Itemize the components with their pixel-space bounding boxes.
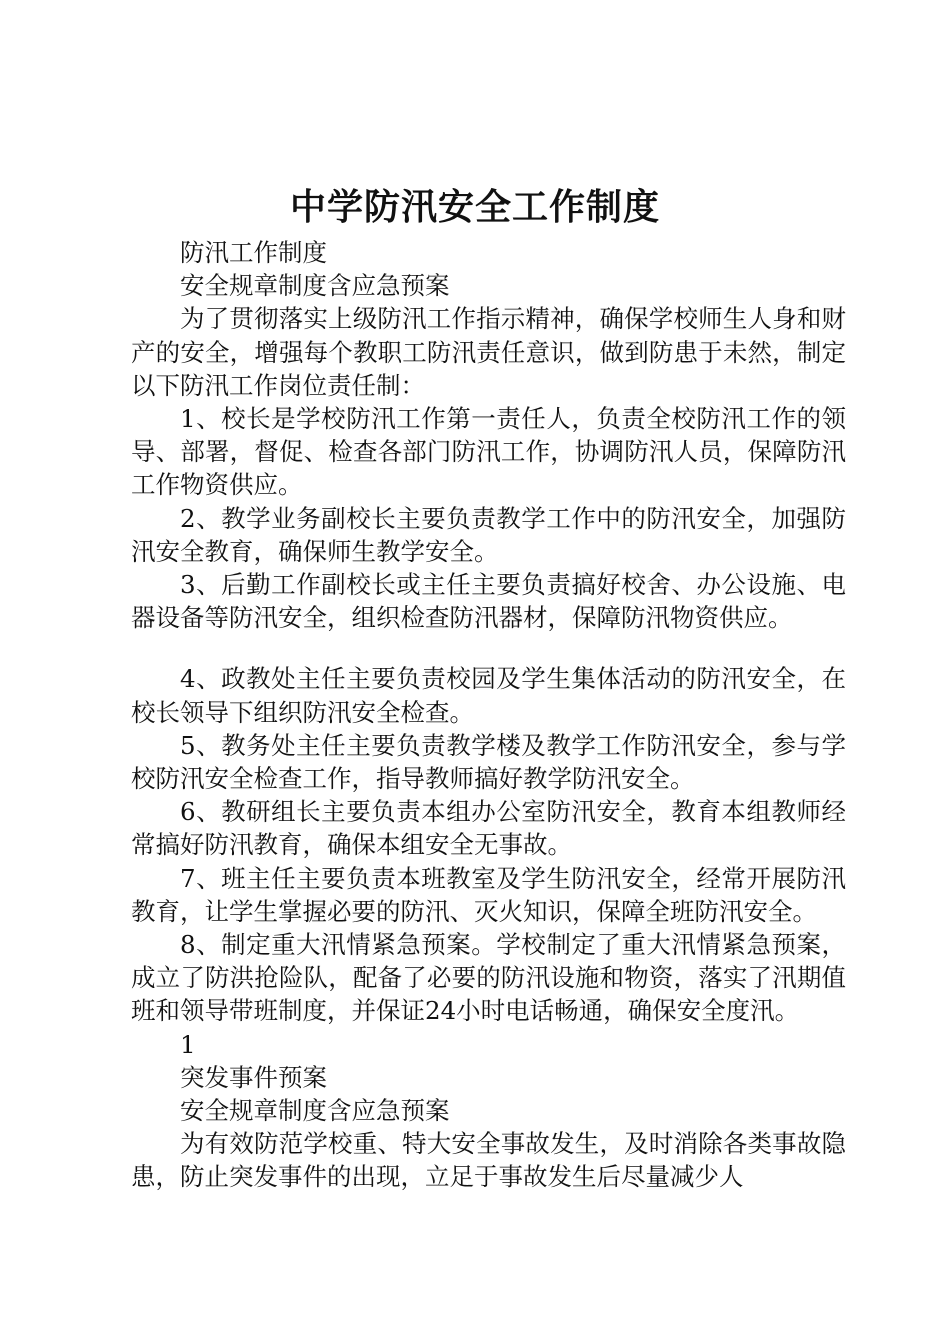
- paragraph-item-2: 2、教学业务副校长主要负责教学工作中的防汛安全，加强防汛安全教育，确保师生教学安全。: [131, 503, 846, 566]
- document-body: [131, 236, 846, 1194]
- paragraph-intro: 为了贯彻落实上级防汛工作指示精神，确保学校师生人身和财产的安全，增强每个教职工防汛责任意识，做到防患于未然，制定以下防汛工作岗位责任制：: [131, 304, 846, 400]
- paragraph-flood-system: 防汛工作制度: [180, 238, 327, 267]
- paragraph-item-4: 4、政教处主任主要负责校园及学生集体活动的防汛安全，在校长领导下组织防汛安全检查。: [131, 664, 846, 727]
- paragraph-item-7: 7、班主任主要负责本班教室及学生防汛安全，经常开展防汛教育，让学生掌握必要的防汛、灭火知识，保障全班防汛安全。: [131, 863, 846, 926]
- paragraph-item-8: 8、制定重大汛情紧急预案。学校制定了重大汛情紧急预案，成立了防洪抢险队，配备了必要的防汛设施和物资，落实了汛期值班和领导带班制度，并保证24小时电话畅通，确保安全度汛。: [131, 930, 846, 1026]
- paragraph-safety-rules: 安全规章制度含应急预案: [180, 271, 450, 301]
- paragraph-emergency-plan: 突发事件预案: [180, 1062, 327, 1092]
- paragraph-emergency-intro: 为有效防范学校重、特大安全事故发生，及时消除各类事故隐患，防止突发事件的出现，立足于事故发生后尽量减少人: [131, 1129, 846, 1192]
- paragraph-item-3: 3、后勤工作副校长或主任主要负责搞好校舍、办公设施、电器设备等防汛安全，组织检查防汛器材，保障防汛物资供应。: [131, 570, 846, 633]
- page-number: 1: [180, 1029, 196, 1059]
- paragraph-item-1: 1、校长是学校防汛工作第一责任人，负责全校防汛工作的领导、部署，督促、检查各部门防汛工作，协调防汛人员，保障防汛工作物资供应。: [131, 404, 846, 500]
- document-title: 中学防汛安全工作制度: [289, 187, 660, 228]
- paragraph-item-6: 6、教研组长主要负责本组办公室防汛安全，教育本组教师经常搞好防汛教育，确保本组安全无事故。: [131, 797, 846, 860]
- paragraph-safety-rules-2: 安全规章制度含应急预案: [180, 1096, 450, 1126]
- paragraph-item-5: 5、教务处主任主要负责教学楼及教学工作防汛安全，参与学校防汛安全检查工作，指导教师搞好教学防汛安全。: [131, 730, 846, 794]
